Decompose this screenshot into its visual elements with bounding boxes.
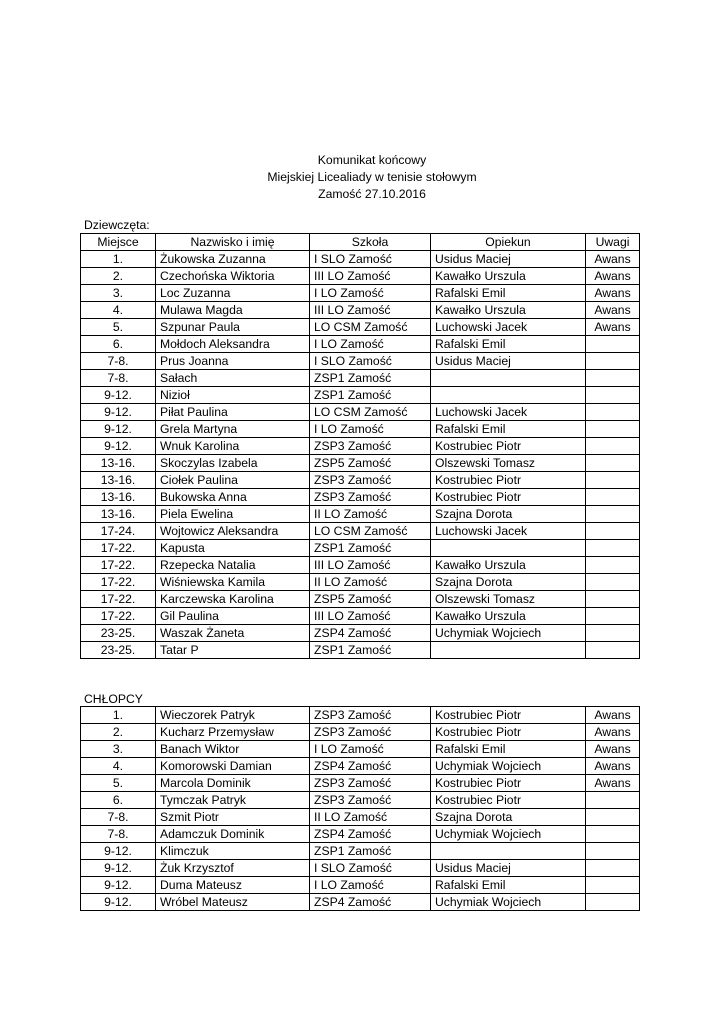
cell-place: 9-12. (81, 438, 156, 455)
cell-notes (586, 860, 640, 877)
cell-notes (586, 370, 640, 387)
cell-notes (586, 455, 640, 472)
cell-school: ZSP5 Zamość (310, 591, 431, 608)
cell-name: Wnuk Karolina (156, 438, 310, 455)
cell-place: 7-8. (81, 826, 156, 843)
cell-place: 13-16. (81, 506, 156, 523)
cell-school: ZSP1 Zamość (310, 540, 431, 557)
cell-place: 9-12. (81, 404, 156, 421)
table-row (81, 285, 640, 302)
cell-notes (586, 404, 640, 421)
cell-notes: Awans (586, 268, 640, 285)
cell-notes (586, 506, 640, 523)
cell-notes (586, 877, 640, 894)
cell-school: ZSP3 Zamość (310, 489, 431, 506)
cell-place: 5. (81, 775, 156, 792)
cell-school: I LO Zamość (310, 285, 431, 302)
column-header-coach: Opiekun (431, 234, 586, 251)
table-row (81, 574, 640, 591)
table-row (81, 792, 640, 809)
cell-coach: Luchowski Jacek (431, 523, 586, 540)
cell-school: II LO Zamość (310, 574, 431, 591)
cell-school: ZSP4 Zamość (310, 894, 431, 911)
cell-school: LO CSM Zamość (310, 404, 431, 421)
cell-place: 13-16. (81, 489, 156, 506)
cell-name: Adamczuk Dominik (156, 826, 310, 843)
table-row (81, 455, 640, 472)
cell-name: Prus Joanna (156, 353, 310, 370)
cell-name: Tatar P (156, 642, 310, 659)
cell-notes: Awans (586, 302, 640, 319)
cell-notes (586, 792, 640, 809)
cell-notes (586, 489, 640, 506)
column-header-notes: Uwagi (586, 234, 640, 251)
table-row (81, 421, 640, 438)
cell-school: I LO Zamość (310, 741, 431, 758)
cell-place: 9-12. (81, 387, 156, 404)
cell-notes (586, 809, 640, 826)
cell-notes (586, 574, 640, 591)
cell-place: 6. (81, 336, 156, 353)
table-row (81, 438, 640, 455)
cell-school: ZSP3 Zamość (310, 472, 431, 489)
cell-school: ZSP3 Zamość (310, 724, 431, 741)
cell-place: 9-12. (81, 894, 156, 911)
cell-name: Nizioł (156, 387, 310, 404)
cell-name: Rzepecka Natalia (156, 557, 310, 574)
cell-coach: Kawałko Urszula (431, 268, 586, 285)
table-row (81, 336, 640, 353)
cell-coach: Usidus Maciej (431, 860, 586, 877)
cell-coach: Olszewski Tomasz (431, 455, 586, 472)
cell-coach: Kawałko Urszula (431, 557, 586, 574)
cell-place: 17-22. (81, 574, 156, 591)
cell-place: 17-22. (81, 540, 156, 557)
cell-coach: Uchymiak Wojciech (431, 826, 586, 843)
cell-notes (586, 387, 640, 404)
table-row (81, 523, 640, 540)
cell-notes (586, 421, 640, 438)
cell-school: III LO Zamość (310, 608, 431, 625)
cell-place: 9-12. (81, 877, 156, 894)
cell-name: Klimczuk (156, 843, 310, 860)
cell-school: I LO Zamość (310, 877, 431, 894)
cell-notes (586, 608, 640, 625)
table-row (81, 625, 640, 642)
cell-place: 7-8. (81, 353, 156, 370)
table-row (81, 758, 640, 775)
column-header-name: Nazwisko i imię (156, 234, 310, 251)
cell-name: Skoczylas Izabela (156, 455, 310, 472)
table-row (81, 540, 640, 557)
cell-coach: Olszewski Tomasz (431, 591, 586, 608)
cell-coach: Szajna Dorota (431, 574, 586, 591)
cell-coach: Kostrubiec Piotr (431, 775, 586, 792)
cell-name: Grela Martyna (156, 421, 310, 438)
boys-results-table (80, 706, 640, 911)
cell-place: 3. (81, 285, 156, 302)
cell-name: Komorowski Damian (156, 758, 310, 775)
cell-name: Ciołek Paulina (156, 472, 310, 489)
cell-coach: Uchymiak Wojciech (431, 625, 586, 642)
cell-notes (586, 557, 640, 574)
table-row (81, 741, 640, 758)
cell-name: Szpunar Paula (156, 319, 310, 336)
cell-place: 2. (81, 268, 156, 285)
cell-place: 7-8. (81, 809, 156, 826)
table-row (81, 608, 640, 625)
cell-name: Sałach (156, 370, 310, 387)
cell-school: I SLO Zamość (310, 860, 431, 877)
cell-place: 13-16. (81, 455, 156, 472)
cell-coach: Usidus Maciej (431, 251, 586, 268)
cell-place: 1. (81, 707, 156, 724)
cell-name: Loc Zuzanna (156, 285, 310, 302)
cell-coach (431, 843, 586, 860)
table-row (81, 557, 640, 574)
cell-coach: Rafalski Emil (431, 741, 586, 758)
cell-notes: Awans (586, 319, 640, 336)
cell-coach (431, 540, 586, 557)
cell-school: II LO Zamość (310, 809, 431, 826)
cell-coach: Kostrubiec Piotr (431, 438, 586, 455)
cell-place: 4. (81, 302, 156, 319)
cell-name: Szmit Piotr (156, 809, 310, 826)
cell-school: ZSP1 Zamość (310, 843, 431, 860)
column-header-place: Miejsce (81, 234, 156, 251)
cell-notes: Awans (586, 707, 640, 724)
cell-name: Tymczak Patryk (156, 792, 310, 809)
cell-school: III LO Zamość (310, 268, 431, 285)
cell-notes: Awans (586, 285, 640, 302)
table-row (81, 506, 640, 523)
cell-school: ZSP5 Zamość (310, 455, 431, 472)
cell-place: 17-22. (81, 557, 156, 574)
cell-notes (586, 540, 640, 557)
table-row (81, 877, 640, 894)
table-row (81, 353, 640, 370)
header-title: Komunikat końcowy (317, 153, 427, 167)
cell-place: 4. (81, 758, 156, 775)
table-row (81, 472, 640, 489)
cell-coach: Szajna Dorota (431, 809, 586, 826)
cell-coach: Luchowski Jacek (431, 404, 586, 421)
cell-place: 23-25. (81, 625, 156, 642)
cell-place: 1. (81, 251, 156, 268)
table-row (81, 268, 640, 285)
cell-name: Marcola Dominik (156, 775, 310, 792)
cell-name: Kucharz Przemysław (156, 724, 310, 741)
cell-place: 9-12. (81, 843, 156, 860)
table-row (81, 302, 640, 319)
cell-school: ZSP4 Zamość (310, 625, 431, 642)
cell-coach: Rafalski Emil (431, 877, 586, 894)
cell-name: Wojtowicz Aleksandra (156, 523, 310, 540)
table-row (81, 489, 640, 506)
cell-notes: Awans (586, 758, 640, 775)
document-header (0, 152, 724, 203)
cell-coach (431, 370, 586, 387)
table-row (81, 724, 640, 741)
cell-notes (586, 826, 640, 843)
cell-place: 17-22. (81, 591, 156, 608)
cell-school: ZSP4 Zamość (310, 758, 431, 775)
cell-place: 3. (81, 741, 156, 758)
cell-coach: Kostrubiec Piotr (431, 707, 586, 724)
table-row (81, 860, 640, 877)
header-subtitle: Miejskiej Licealiady w tenisie stołowym (267, 170, 477, 184)
cell-notes (586, 353, 640, 370)
table-row (81, 775, 640, 792)
cell-school: III LO Zamość (310, 302, 431, 319)
cell-name: Mołdoch Aleksandra (156, 336, 310, 353)
table-row (81, 843, 640, 860)
cell-place: 9-12. (81, 421, 156, 438)
cell-notes: Awans (586, 251, 640, 268)
cell-name: Żukowska Zuzanna (156, 251, 310, 268)
cell-coach: Rafalski Emil (431, 421, 586, 438)
cell-coach: Kostrubiec Piotr (431, 792, 586, 809)
cell-place: 5. (81, 319, 156, 336)
cell-notes (586, 591, 640, 608)
cell-school: LO CSM Zamość (310, 319, 431, 336)
table-row (81, 707, 640, 724)
cell-coach: Rafalski Emil (431, 285, 586, 302)
cell-place: 13-16. (81, 472, 156, 489)
cell-coach: Kostrubiec Piotr (431, 472, 586, 489)
cell-notes (586, 438, 640, 455)
cell-coach: Uchymiak Wojciech (431, 758, 586, 775)
cell-school: II LO Zamość (310, 506, 431, 523)
cell-name: Wróbel Mateusz (156, 894, 310, 911)
cell-name: Piela Ewelina (156, 506, 310, 523)
cell-name: Czechońska Wiktoria (156, 268, 310, 285)
cell-place: 6. (81, 792, 156, 809)
table-row (81, 404, 640, 421)
cell-notes (586, 625, 640, 642)
cell-notes: Awans (586, 724, 640, 741)
cell-name: Bukowska Anna (156, 489, 310, 506)
cell-school: ZSP1 Zamość (310, 370, 431, 387)
cell-place: 9-12. (81, 860, 156, 877)
table-row (81, 826, 640, 843)
cell-place: 17-22. (81, 608, 156, 625)
table-row (81, 809, 640, 826)
cell-name: Waszak Żaneta (156, 625, 310, 642)
table-row (81, 370, 640, 387)
header-date: Zamość 27.10.2016 (318, 187, 426, 201)
cell-name: Żuk Krzysztof (156, 860, 310, 877)
cell-notes (586, 894, 640, 911)
cell-school: ZSP3 Zamość (310, 707, 431, 724)
cell-place: 23-25. (81, 642, 156, 659)
cell-name: Duma Mateusz (156, 877, 310, 894)
cell-coach: Kostrubiec Piotr (431, 489, 586, 506)
cell-coach (431, 642, 586, 659)
cell-coach: Usidus Maciej (431, 353, 586, 370)
cell-school: I SLO Zamość (310, 353, 431, 370)
cell-school: ZSP1 Zamość (310, 387, 431, 404)
cell-notes (586, 642, 640, 659)
cell-school: ZSP3 Zamość (310, 775, 431, 792)
cell-coach: Kawałko Urszula (431, 608, 586, 625)
cell-school: III LO Zamość (310, 557, 431, 574)
table-row (81, 642, 640, 659)
column-header-school: Szkoła (310, 234, 431, 251)
table-row (81, 894, 640, 911)
cell-name: Gil Paulina (156, 608, 310, 625)
cell-coach: Rafalski Emil (431, 336, 586, 353)
cell-school: ZSP3 Zamość (310, 438, 431, 455)
cell-notes (586, 843, 640, 860)
cell-coach: Szajna Dorota (431, 506, 586, 523)
cell-name: Kapusta (156, 540, 310, 557)
cell-coach: Kawałko Urszula (431, 302, 586, 319)
girls-section-label: Dziewczęta: (84, 218, 150, 232)
cell-notes: Awans (586, 741, 640, 758)
cell-name: Wieczorek Patryk (156, 707, 310, 724)
cell-coach: Luchowski Jacek (431, 319, 586, 336)
cell-coach: Kostrubiec Piotr (431, 724, 586, 741)
cell-notes (586, 472, 640, 489)
cell-school: ZSP4 Zamość (310, 826, 431, 843)
cell-name: Banach Wiktor (156, 741, 310, 758)
cell-school: LO CSM Zamość (310, 523, 431, 540)
cell-place: 2. (81, 724, 156, 741)
cell-name: Mulawa Magda (156, 302, 310, 319)
table-row (81, 251, 640, 268)
cell-place: 17-24. (81, 523, 156, 540)
cell-name: Karczewska Karolina (156, 591, 310, 608)
table-row (81, 319, 640, 336)
table-row (81, 591, 640, 608)
cell-school: ZSP3 Zamość (310, 792, 431, 809)
cell-notes (586, 336, 640, 353)
cell-name: Wiśniewska Kamila (156, 574, 310, 591)
girls-results-table (80, 233, 640, 659)
boys-section-label: CHŁOPCY (84, 692, 143, 706)
cell-school: I LO Zamość (310, 421, 431, 438)
cell-school: ZSP1 Zamość (310, 642, 431, 659)
cell-coach: Uchymiak Wojciech (431, 894, 586, 911)
cell-place: 7-8. (81, 370, 156, 387)
cell-school: I SLO Zamość (310, 251, 431, 268)
cell-name: Piłat Paulina (156, 404, 310, 421)
table-row (81, 387, 640, 404)
cell-notes (586, 523, 640, 540)
cell-notes: Awans (586, 775, 640, 792)
table-header-row (81, 234, 640, 251)
cell-coach (431, 387, 586, 404)
cell-school: I LO Zamość (310, 336, 431, 353)
